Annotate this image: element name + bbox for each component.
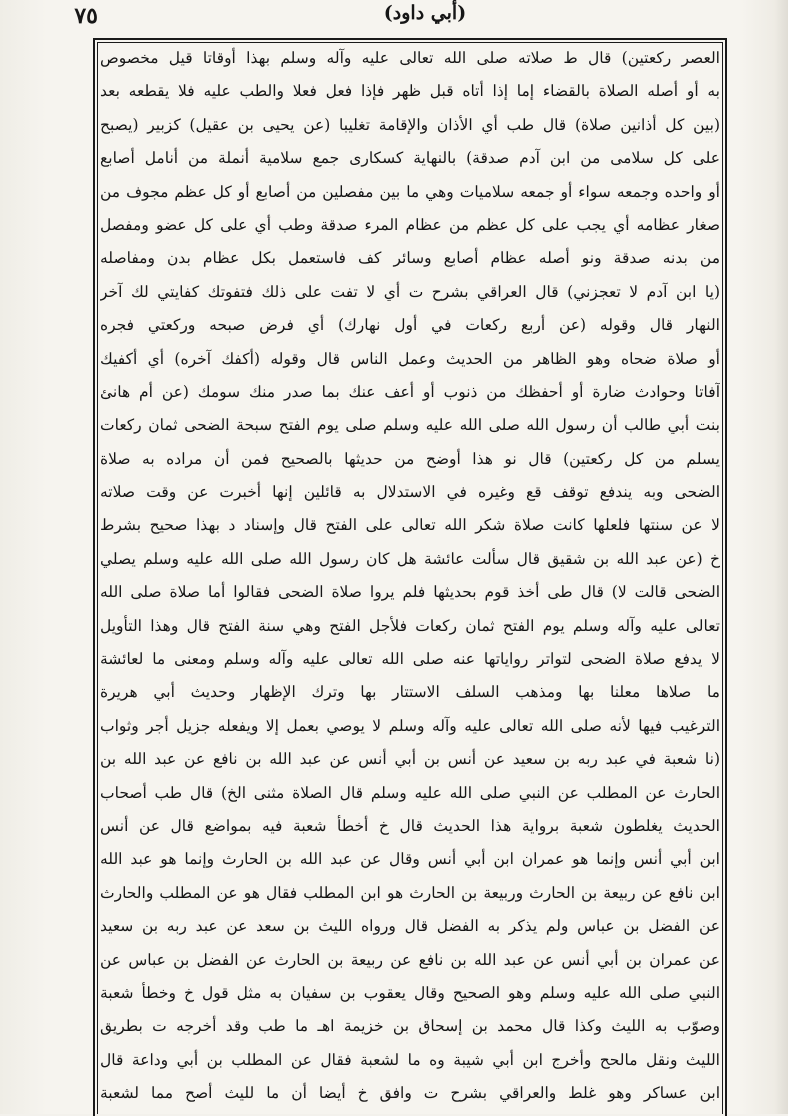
page-edge-shadow (774, 0, 788, 1114)
text-line: بنت أبي طالب أن رسول الله صلى الله عليه وسلم صلى يوم الفتح سبحة الضحى ثمان ركعات (100, 416, 720, 435)
text-line: تعالى عليه وآله وسلم يوم الفتح ثمان ركعات فلأجل الفتح وهي سنة الفتح قال وهذا التأويل (100, 616, 720, 635)
text-line: (يا ابن آدم لا تعجزني) قال العراقي بشرح ت أي لا تفت على ذلك فتفوتك كفايتي لك آخر (100, 282, 720, 301)
text-line: (نا شعبة في عبد ربه بن سعيد عن أنس بن أبي أنس عن عبد الله بن نافع عن عبد الله بن (100, 750, 720, 769)
text-line: لا عن سنتها فلعلها كانت صلاة شكر الله تعالى على الفتح قال وإسناد د بهذا صحيح بشرط (100, 516, 720, 535)
text-line: العصر ركعتين) قال ط صلاته صلى الله تعالى عليه وآله وسلم بهذا أوقاتا قيل مخصوص (100, 49, 720, 67)
text-line: ما صلاها معلنا بها ومذهب السلف الاستتار بها وترك الإظهار وحديث أبي هريرة (100, 683, 720, 702)
text-line: يسلم من كل ركعتين) قال نو هذا أوضح من حديثها بالصحيح فمن أن مراده به صلاة (100, 449, 720, 468)
text-line: خ (عن عبد الله بن شقيق قال سألت عائشة هل كان رسول الله صلى الله عليه وسلم يصلي (100, 549, 720, 568)
text-line: أو صلاة ضحاه وهو الظاهر من الحديث وعمل الناس قال وقوله (أكفك آخره) أي أكفيك (100, 349, 720, 368)
text-line: وصوّب به الليث وكذا قال محمد بن إسحاق بن خزيمة اهـ ما طب وقد أخرجه ت بطريق (100, 1017, 720, 1036)
text-line: عن الفضل بن عباس ولم يذكر به الفضل قال ورواه الليث بن سعد عن عبد ربه بن سعيد (100, 917, 720, 936)
text-line: الضحى قالت لا) قال طى أخذ قوم بحديثها فلم يروا صلاة الضحى فقالوا أما صلاة صلى الله (100, 583, 720, 602)
text-line: (بين كل أذانين صلاة) قال طب أي الأذان والإقامة تغليبا (عن يحيى بن عقيل) كزبير (يصبح (100, 115, 720, 134)
text-line: عن عمران بن أبي أنس عن عبد الله بن نافع عن ربيعة بن الحارث عن الفضل بن عباس عن (100, 950, 720, 969)
text-line: الضحى وبه يندفع توقف قع وغيره في الاستدلال به قائلين إنها أخبرت عن وقت صلاته (100, 483, 720, 502)
page-header (0, 0, 788, 36)
text-line: ابن أبي أنس وإنما هو عمران ابن أبي أنس وقال عن عبد الله بن الحارث وإنما هو عبد الله (100, 850, 720, 869)
running-title: (أبي داود) (383, 2, 467, 24)
page-number: ٧٥ (74, 3, 98, 29)
text-line: آفاتا وحوادث ضارة أو أحفظك من ذنوب أو أعف عنك بما صدر منك سومك (عن أم هانئ (100, 382, 720, 401)
text-line: الحارث عن المطلب عن النبي صلى الله عليه وسلم قال الصلاة مثنى الخ) قال طب أصحاب (100, 783, 720, 802)
text-line: الليث ونقل مالحح وأخرج ابن أبي شيبة وه ما لشعبة فقال عن المطلب بن أبي وداعة قال (100, 1050, 720, 1069)
text-line: ابن نافع عن ربيعة بن الحارث وربيعة بن الحارث هو ابن المطلب فقال هو عن المطلب والحارث (100, 883, 720, 902)
text-line: الترغيب فيها لأنه صلى الله تعالى عليه وآله وسلم لا يوصي بعمل إلا ويفعله جزيل أجر وثواب (100, 716, 720, 735)
text-line: الحديث يغلطون شعبة برواية هذا الحديث قال خ أخطأ شعبة فيه بمواضع قال عن أنس (100, 816, 720, 835)
text-line: به أو أصله الصلاة بالقضاء إما إذا أتاه قبل ظهر فإذا فعل فعلا والطب عليه فلا يقطعه بعد (100, 82, 720, 101)
text-line: ابن عساكر وهو غلط والعراقي بشرح ت وافق خ أيضا أن ما لليث أصح مما لشعبة (100, 1084, 720, 1103)
text-line: النبي صلى الله عليه وسلم وهو الصحيح وقال يعقوب بن سفيان به مثل قول خ وخطأ شعبة (100, 983, 720, 1002)
commentary-text-block (100, 42, 720, 1111)
text-line: النهار قال وقوله (عن أربع ركعات في أول نهارك) أي فرض صبحه وركعتي فجره (100, 316, 720, 335)
text-line: أو واحده وجمعه سواء أو جمعه سلاميات وهي ما بين مفصلين من أصابع أو كل عظم مجوف من (100, 182, 720, 201)
text-line: من بدنه صدقة ونو أصله عظام أصابع وسائر كف فاستعمل بكل عظام بدن ومفاصله (100, 249, 720, 268)
text-line: لا يدفع صلاة الضحى لتواتر رواياتها عنه صلى الله تعالى عليه وآله وسلم ومعنى ما لعائشة (100, 650, 720, 669)
text-line: على كل سلامى من ابن آدم صدقة) بالنهاية كسكارى جمع سلامية أنملة من أنامل أصابع (100, 149, 720, 168)
text-line: صغار عظامه أي يجب على كل عظم من عظام المرء صدقة وطب أي على كل عضو ومفصل (100, 215, 720, 234)
